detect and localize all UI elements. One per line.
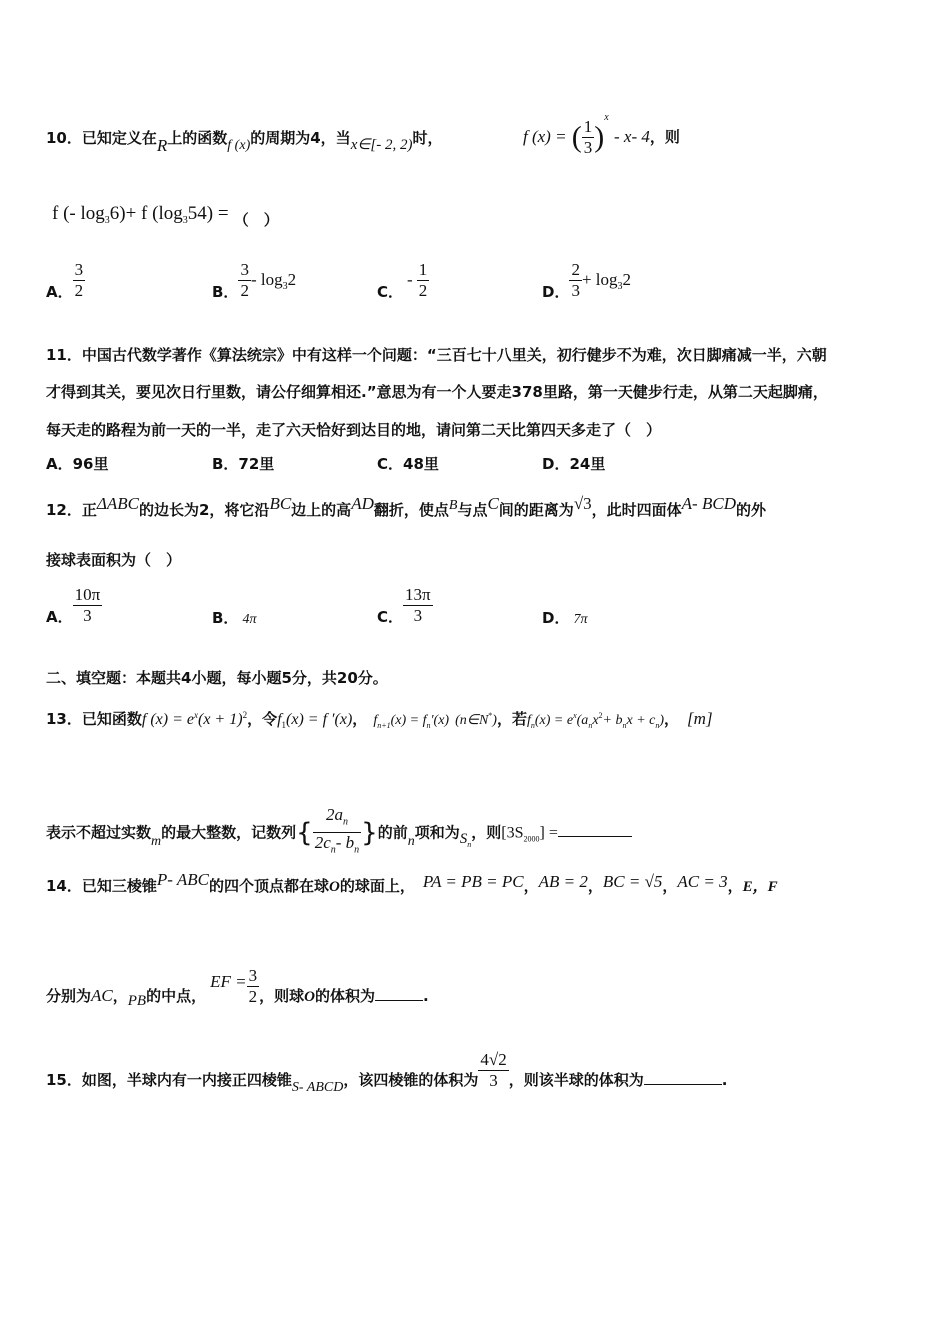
q10-option-d[interactable]: D． $\frac{2}{3}$ + $\log_32$ <box>542 260 632 301</box>
q15-answer-blank[interactable] <box>644 1084 722 1085</box>
q11-option-c[interactable]: C．48里 <box>377 455 439 473</box>
q10-option-b[interactable]: B． $\frac{3}{2}$ - $\log_32$ <box>212 260 297 301</box>
section-heading: 二、填空题：本题共4小题，每小题5分，共20分。 <box>46 669 388 687</box>
q14-line1: 14．已知三棱锥P- ABC的四个顶点都在球O的球面上， PA = PB = PC，AB = 2，BC = √5，AC = 3，E，F <box>46 870 778 895</box>
q10-frac: $\frac{1}{3}$ <box>583 117 593 157</box>
q13-line2: 表示不超过实数m的最大整数，记数列{ $\frac{2a_n}{2c_n- b_n}$ }的前n项和为$S_n$，则$[3S_{2000}]$ = <box>46 805 632 861</box>
q10-line1: 10．已知定义在R上的函数f (x)的周期为4，当x∈[- 2, 2)时， <box>46 129 443 155</box>
q11-option-d[interactable]: D．24里 <box>542 455 606 473</box>
q10-option-c[interactable]: C．- $\frac{1}{2}$ <box>377 260 428 301</box>
q14-line2: 分别为AC，PB的中点，EF = $\frac{3}{2}$ ，则球O的体积为 . <box>46 966 429 1009</box>
q11-option-a[interactable]: A．96里 <box>46 455 109 473</box>
q11-line2: 才得到其关，要见次日行里数，请公仔细算相还.”意思为有一个人要走378里路，第一天健步行走，从第二天起脚痛， <box>46 383 828 401</box>
q11-line1: 11．中国古代数学著作《算法统宗》中有这样一个问题：“三百七十八里关，初行健步不为难，次日脚痛减一半，六朝 <box>46 346 827 364</box>
q12-option-a[interactable]: A． $\frac{10\pi}{3}$ <box>46 585 101 626</box>
q13-answer-blank[interactable] <box>558 836 632 837</box>
q10-function-def: f (x) = ( $\frac{1}{3}$ )$^x$ - x- 4，则 <box>523 112 680 157</box>
q11-line3: 每天走的路程为前一天的一半，走了六天恰好到达目的地，请问第二天比第四天多走了（ ） <box>46 421 662 439</box>
q15-line1: 15．如图，半球内有一内接正四棱锥S- ABCD，该四棱锥的体积为 $\frac{4√2}{3}$ ，则该半球的体积为 . <box>46 1050 728 1095</box>
q12-option-b[interactable]: B． 4π <box>212 609 257 627</box>
q10-expression: f (- $\log_36)+ f$ $(\log_354)$ = （ ） <box>52 203 279 229</box>
q12-line2: 接球表面积为（ ） <box>46 551 182 569</box>
q10-option-a[interactable]: A． $\frac{3}{2}$ <box>46 260 84 301</box>
q14-answer-blank[interactable] <box>375 1000 423 1001</box>
q10-number: 10． <box>46 129 82 147</box>
q12-option-c[interactable]: C． $\frac{13\pi}{3}$ <box>377 585 431 626</box>
q12-line1: 12．正ΔABC的边长为2，将它沿BC边上的高AD翻折，使点B与点C间的距离为√3，此时四面体A- BCD的外 <box>46 494 766 519</box>
q11-option-b[interactable]: B．72里 <box>212 455 275 473</box>
q12-option-d[interactable]: D． 7π <box>542 609 588 627</box>
q13-line1: 13．已知函数f $(x) = e^x(x + 1)^2$，令$f_1(x) = f$ ′(x)， $f_{n+1}(x) = f_n'(x)$ (n∈N*)，若$f_n(x) = e^x(a_nx^2+ b_nx + c_n)$， [m] <box>46 709 713 730</box>
